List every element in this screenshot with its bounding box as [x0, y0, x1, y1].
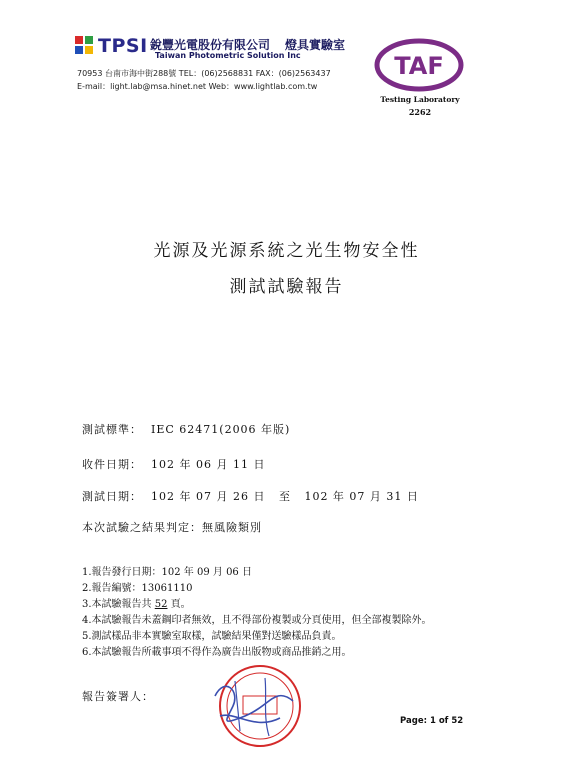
taf-logo-text: TAF [394, 52, 444, 80]
report-title-line2: 測試試驗報告 [229, 277, 344, 297]
note-report-number: 2.報告編號：13061110 [82, 583, 193, 594]
company-seal-icon [205, 656, 305, 756]
report-title-line1: 光源及光源系統之光生物安全性 [153, 241, 420, 261]
report-notes [82, 565, 432, 661]
contact-line: E-mail：light.lab@msa.hinet.net Web：www.lightlab.com.tw [77, 82, 318, 91]
note-page-count-suffix: 頁。 [167, 599, 191, 610]
brand-name: TPSI [98, 35, 148, 57]
note-page-count [82, 597, 432, 613]
received-date: 收件日期： 102 年 06 月 11 日 [82, 458, 266, 471]
test-period: 測試日期： 102 年 07 月 26 日 至 102 年 07 月 31 日 [82, 490, 419, 503]
test-result: 本次試驗之結果判定：無風險類別 [82, 521, 262, 534]
company-name-cn: 銳豐光電股份有限公司 [150, 38, 271, 52]
department-name: 燈具實驗室 [285, 38, 346, 52]
tpsi-logo-icon [75, 36, 95, 54]
note-advertising-restriction: 6.本試驗報告所載事項不得作為廣告出版物或商品推銷之用。 [82, 647, 352, 658]
test-standard: 測試標準： IEC 62471(2006 年版) [82, 423, 291, 436]
note-issue-date: 1.報告發行日期：102 年 09 月 06 日 [82, 567, 252, 578]
company-name-en: Taiwan Photometric Solution Inc [155, 51, 301, 60]
signatory-label: 報告簽署人： [82, 690, 154, 703]
page-number: Page: 1 of 52 [400, 716, 464, 726]
taf-accreditation-logo [374, 38, 464, 92]
address-line: 70953 台南市海中街288號 TEL：(06)2568831 FAX：(06)2563437 [77, 69, 331, 78]
note-page-count-prefix: 3.本試驗報告共 [82, 599, 155, 610]
note-sample-disclaimer: 5.測試樣品非本實驗室取樣，試驗結果僅對送驗樣品負責。 [82, 631, 342, 642]
note-seal-validity: 4.本試驗報告未蓋鋼印者無效，且不得部份複製或分頁使用，但全部複製除外。 [82, 615, 432, 626]
page-count-value: 52 [154, 599, 168, 610]
taf-caption: Testing Laboratory [380, 95, 460, 104]
taf-number: 2262 [408, 107, 432, 117]
